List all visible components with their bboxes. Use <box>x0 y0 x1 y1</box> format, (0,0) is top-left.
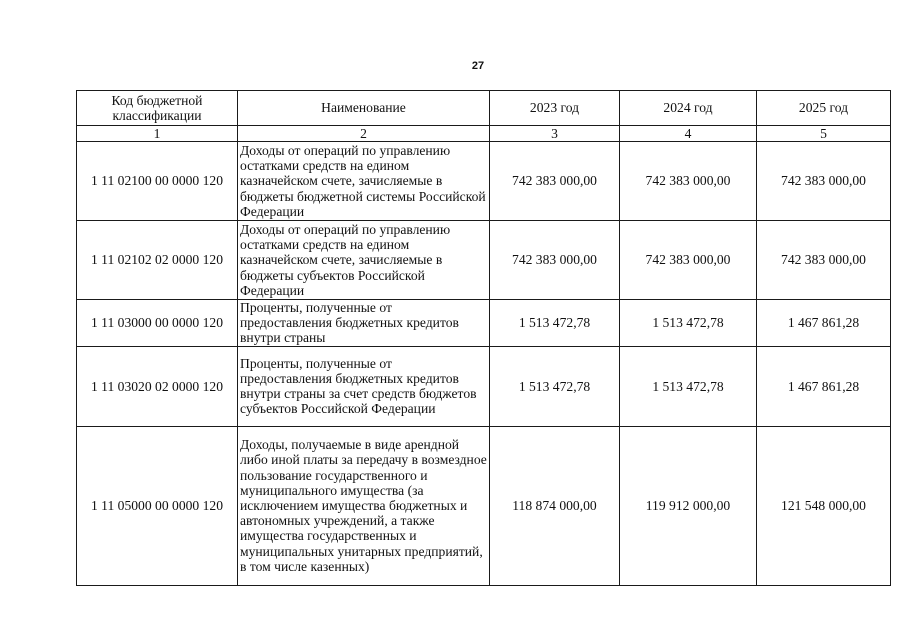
header-2024: 2024 год <box>620 91 757 126</box>
value-2024-cell: 1 513 472,78 <box>620 300 757 347</box>
value-2023-cell: 1 513 472,78 <box>490 300 620 347</box>
budget-code-cell: 1 11 05000 00 0000 120 <box>77 426 238 585</box>
value-2023-cell: 118 874 000,00 <box>490 426 620 585</box>
value-2025-cell: 121 548 000,00 <box>757 426 891 585</box>
table-row <box>77 346 891 426</box>
name-cell: Доходы от операций по управлению остатками средств на едином казначейском счете, зачисляемые в бюджеты субъектов Российской Федерации <box>238 221 490 300</box>
value-2024-cell: 742 383 000,00 <box>620 142 757 221</box>
header-2023: 2023 год <box>490 91 620 126</box>
value-2025-cell: 742 383 000,00 <box>757 221 891 300</box>
column-number: 1 <box>77 126 238 142</box>
table-row <box>77 221 891 300</box>
budget-code-cell: 1 11 02100 00 0000 120 <box>77 142 238 221</box>
value-2025-cell: 742 383 000,00 <box>757 142 891 221</box>
column-number: 3 <box>490 126 620 142</box>
value-2025-cell: 1 467 861,28 <box>757 346 891 426</box>
column-number-row <box>77 126 891 142</box>
budget-code-cell: 1 11 03020 02 0000 120 <box>77 346 238 426</box>
budget-code-cell: 1 11 02102 02 0000 120 <box>77 221 238 300</box>
table-row <box>77 426 891 585</box>
value-2024-cell: 742 383 000,00 <box>620 221 757 300</box>
value-2024-cell: 1 513 472,78 <box>620 346 757 426</box>
table-row <box>77 142 891 221</box>
name-cell: Доходы от операций по управлению остатками средств на едином казначейском счете, зачисляемые в бюджеты бюджетной системы Российской Федерации <box>238 142 490 221</box>
name-cell: Доходы, получаемые в виде арендной либо иной платы за передачу в возмездное пользование государственного и муниципального имущества (за исключением имущества бюджетных и автономных учреждений, а также имущества государственных и муниципальных унитарных предприятий, в том числе казенных) <box>238 426 490 585</box>
page-number: 27 <box>471 60 485 72</box>
column-number: 2 <box>238 126 490 142</box>
value-2023-cell: 1 513 472,78 <box>490 346 620 426</box>
header-name: Наименование <box>238 91 490 126</box>
value-2023-cell: 742 383 000,00 <box>490 221 620 300</box>
budget-code-cell: 1 11 03000 00 0000 120 <box>77 300 238 347</box>
column-number: 5 <box>757 126 891 142</box>
value-2024-cell: 119 912 000,00 <box>620 426 757 585</box>
value-2025-cell: 1 467 861,28 <box>757 300 891 347</box>
table-header-row <box>77 91 891 126</box>
column-number: 4 <box>620 126 757 142</box>
header-code: Код бюджетной классификации <box>77 91 238 126</box>
budget-revenue-table <box>76 90 891 586</box>
value-2023-cell: 742 383 000,00 <box>490 142 620 221</box>
name-cell: Проценты, полученные от предоставления бюджетных кредитов внутри страны за счет средств бюджетов субъектов Российской Федерации <box>238 346 490 426</box>
table-row <box>77 300 891 347</box>
header-2025: 2025 год <box>757 91 891 126</box>
name-cell: Проценты, полученные от предоставления бюджетных кредитов внутри страны <box>238 300 490 347</box>
